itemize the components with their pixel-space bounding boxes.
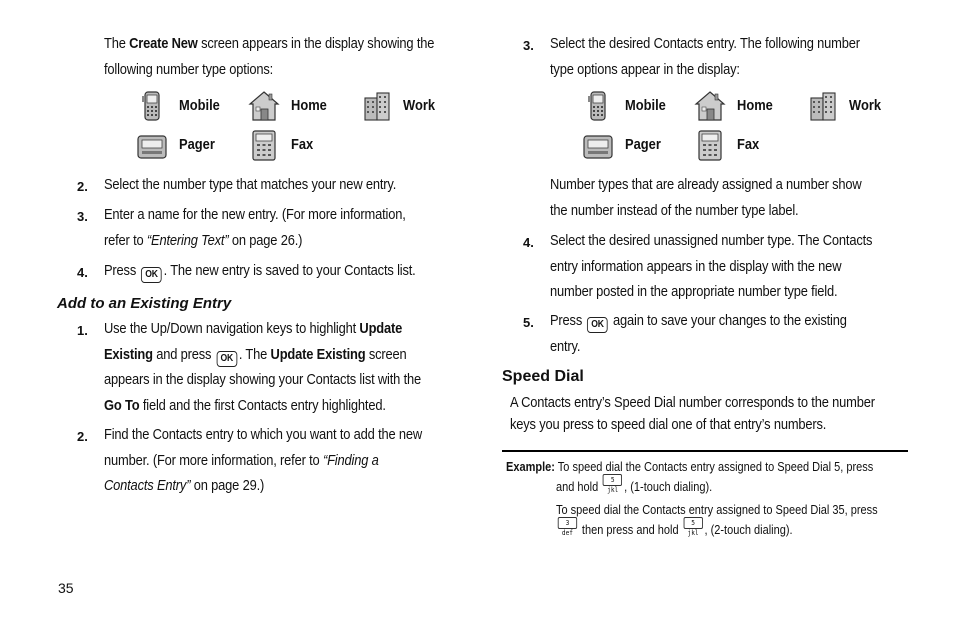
r-step-4-body: Select the desired unassigned number type. The Contacts: [550, 232, 873, 249]
step-number: 4.: [523, 235, 534, 250]
example-line-4: [556, 517, 793, 538]
key-3-icon: 3 def: [558, 517, 577, 529]
mobile-label: Mobile: [179, 97, 220, 114]
pager-icon: [582, 130, 614, 162]
key-5-icon: 5 jkl: [603, 474, 622, 486]
example-text-4: To speed dial the Contacts entry assigned to Speed Dial 35, press: [556, 503, 878, 517]
home-label: Home: [291, 97, 327, 114]
step-3-body-2: refer to: [104, 231, 147, 249]
example-text-5: then press and hold: [578, 523, 682, 537]
mobile-icon: [142, 90, 162, 122]
existing-label: Existing: [104, 345, 153, 363]
ok-key-icon: OK: [216, 351, 237, 367]
r-step-3-body: Select the desired Contacts entry. The following number: [550, 35, 860, 52]
home-icon: [694, 90, 726, 122]
step-3-body-3: on page 26.): [228, 231, 303, 249]
add-step-1-body-3: . The: [238, 345, 271, 363]
r-step-4-body-2: entry information appears in the display with the new: [550, 257, 842, 275]
pager-icon: [136, 130, 168, 162]
r-step-5-body-3: entry.: [550, 337, 581, 355]
r-step-5-body-2: again to save your changes to the existing: [609, 312, 847, 329]
note-body-2: the number instead of the number type label.: [550, 201, 799, 219]
fax-icon: [696, 129, 724, 161]
work-label: Work: [849, 97, 882, 114]
add-step-1-body-5: appears in the display showing your Contacts list with the: [104, 371, 422, 388]
add-step-2-body-3: on page 29.): [190, 477, 265, 494]
example-block: [506, 460, 873, 475]
go-to-label: Go To: [104, 396, 140, 414]
work-icon: [361, 90, 393, 122]
add-step-1-text: [104, 316, 421, 418]
step-3-body: Enter a name for the new entry. (For more information,: [104, 206, 406, 223]
step-number: 2.: [77, 179, 88, 194]
work-label: Work: [403, 97, 436, 114]
ok-key-icon: OK: [141, 267, 162, 283]
example-text-3: , (1-touch dialing).: [624, 480, 713, 494]
example-line-2: [556, 474, 712, 495]
intro-paragraph: [104, 31, 434, 82]
step-4-text: [104, 258, 416, 284]
step-number: 3.: [77, 209, 88, 224]
add-step-2-body: Find the Contacts entry to which you want to add the new: [104, 426, 423, 443]
speed-dial-paragraph: [510, 392, 875, 435]
step-3-text: [104, 202, 406, 253]
number-types-note: [550, 172, 862, 223]
add-step-2-body-2: number. (For more information, refer to: [104, 451, 323, 469]
add-step-1-body-6: field and the first Contacts entry highlighted.: [139, 396, 386, 414]
step-2-body: Select the number type that matches your new entry.: [104, 176, 397, 193]
entering-text-link[interactable]: “Entering Text”: [146, 231, 229, 249]
mobile-label: Mobile: [625, 97, 666, 114]
create-new-label: Create New: [129, 35, 198, 52]
fax-label: Fax: [291, 136, 314, 153]
r-step-5-text: [550, 308, 847, 359]
add-existing-heading: Add to an Existing Entry: [57, 295, 232, 312]
note-body: Number types that are already assigned a number show: [550, 176, 862, 193]
home-label: Home: [737, 97, 773, 114]
intro-text: The: [104, 35, 130, 52]
fax-icon: [250, 129, 278, 161]
finding-entry-link[interactable]: “Finding a: [322, 451, 379, 469]
example-line-3: [556, 503, 878, 518]
update-existing-label: Update Existing: [270, 345, 366, 363]
example-text: To speed dial the Contacts entry assigned to Speed Dial 5, press: [554, 460, 874, 474]
step-number: 1.: [77, 323, 88, 338]
speed-dial-heading: Speed Dial: [502, 368, 584, 385]
r-step-3-text: [550, 31, 860, 82]
mobile-icon: [588, 90, 608, 122]
step-4-body: Press: [104, 262, 140, 279]
work-icon: [807, 90, 839, 122]
fax-label: Fax: [737, 136, 760, 153]
step-number: 2.: [77, 429, 88, 444]
speed-dial-body-2: keys you press to speed dial one of that entry’s numbers.: [510, 415, 827, 433]
intro-text-3: following number type options:: [104, 60, 274, 78]
step-2-text: [104, 172, 396, 198]
speed-dial-body: A Contacts entry’s Speed Dial number corresponds to the number: [510, 394, 875, 411]
finding-entry-link-2[interactable]: Contacts Entry”: [104, 477, 191, 494]
pager-label: Pager: [179, 136, 215, 153]
r-step-4-body-3: number posted in the appropriate number type field.: [550, 283, 838, 300]
home-icon: [248, 90, 280, 122]
intro-text-2: screen appears in the display showing the: [197, 35, 435, 52]
step-number: 5.: [523, 315, 534, 330]
step-4-body-2: . The new entry is saved to your Contacts list.: [163, 262, 416, 279]
r-step-3-body-2: type options appear in the display:: [550, 60, 740, 78]
add-step-2-text: [104, 422, 422, 499]
step-number: 4.: [77, 265, 88, 280]
example-label: Example:: [506, 460, 555, 474]
update-label: Update: [359, 320, 403, 337]
r-step-5-body: Press: [550, 312, 586, 329]
add-step-1-body-4: screen: [365, 345, 407, 363]
add-step-1-body-2: and press: [152, 345, 215, 363]
divider: [502, 450, 908, 452]
example-text-6: , (2-touch dialing).: [704, 523, 793, 537]
example-text-2: and hold: [556, 480, 602, 494]
r-step-4-text: [550, 228, 872, 305]
pager-label: Pager: [625, 136, 661, 153]
ok-key-icon: OK: [587, 317, 608, 333]
step-number: 3.: [523, 38, 534, 53]
page-number: 35: [58, 580, 74, 596]
key-5-icon: 5 jkl: [683, 517, 702, 529]
add-step-1-body: Use the Up/Down navigation keys to highlight: [104, 320, 360, 337]
